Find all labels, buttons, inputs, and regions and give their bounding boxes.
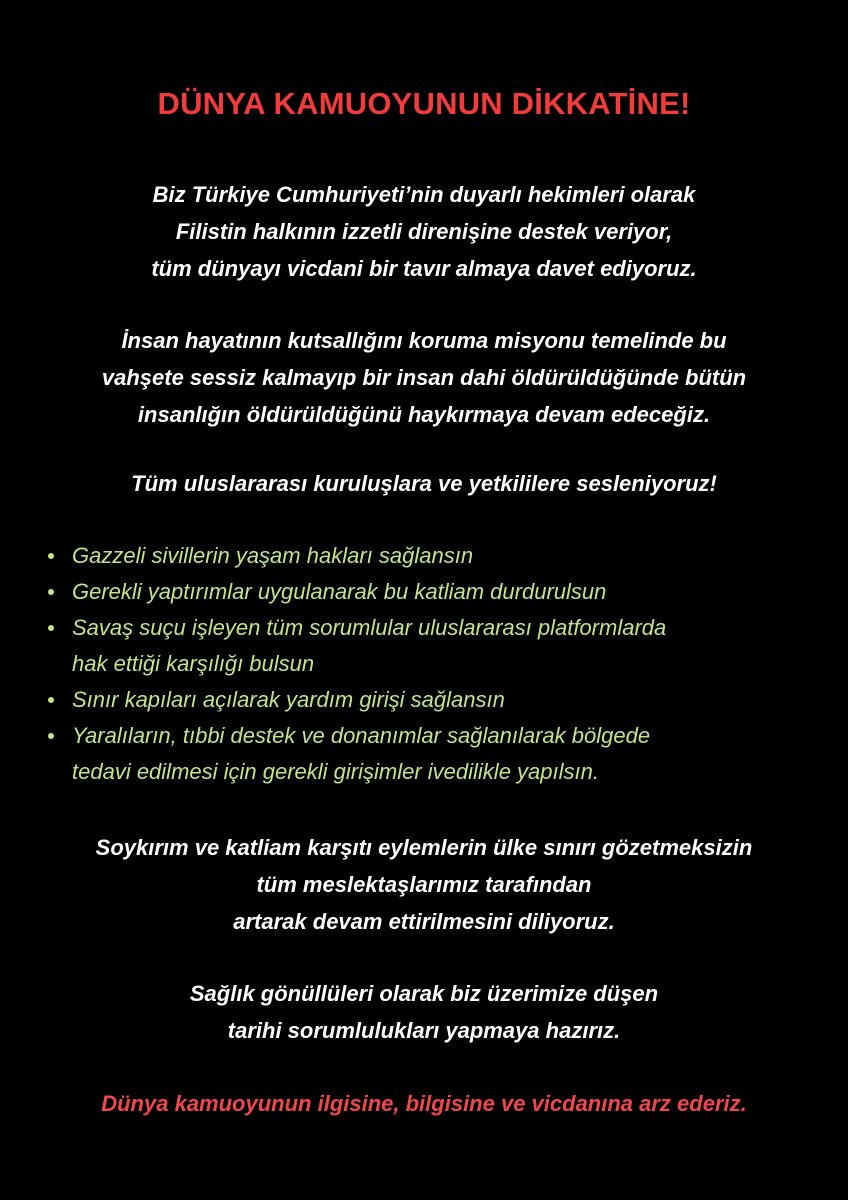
list-item-text: Savaş suçu işleyen tüm sorumlular uluslararası platformlarda: [72, 615, 667, 640]
paragraph-line: vahşete sessiz kalmayıp bir insan dahi öldürüldüğünde bütün: [101, 365, 747, 390]
paragraph-line: tüm dünyayı vicdani bir tavır almaya davet ediyoruz.: [151, 256, 697, 281]
list-item: [44, 538, 834, 574]
paragraph-sanctity-of-life: [0, 322, 848, 433]
list-item-text: tedavi edilmesi için gerekli girişimler ivedilikle yapılsın.: [72, 759, 599, 784]
paragraph-line: Biz Türkiye Cumhuriyeti’nin duyarlı hekimleri olarak: [152, 182, 696, 207]
paragraph-physicians-support: [0, 176, 848, 287]
bullet-icon: [48, 697, 54, 703]
list-item: [44, 574, 834, 610]
paragraph-line: tarihi sorumlulukları yapmaya hazırız.: [227, 1018, 621, 1043]
paragraph-line: İnsan hayatının kutsallığını koruma misyonu temelinde bu: [121, 328, 727, 353]
paragraph-colleagues-call: [0, 829, 848, 940]
bullet-icon: [48, 733, 54, 739]
list-item: [44, 718, 834, 790]
paragraph-line: Sağlık gönüllüleri olarak biz üzerimize düşen: [189, 981, 659, 1006]
list-item-text: Gerekli yaptırımlar uygulanarak bu katliam durdurulsun: [72, 579, 607, 604]
list-item-text: Gazzeli sivillerin yaşam hakları sağlansın: [72, 543, 474, 568]
bullet-icon: [48, 553, 54, 559]
paragraph-line: insanlığın öldürüldüğünü haykırmaya devam edeceğiz.: [137, 402, 711, 427]
bullet-icon: [48, 625, 54, 631]
paragraph-line: artarak devam ettirilmesini diliyoruz.: [233, 909, 615, 934]
list-item: [44, 682, 834, 718]
list-item-text: Yaralıların, tıbbi destek ve donanımlar sağlanılarak bölgede: [72, 723, 651, 748]
list-item-text: hak ettiği karşılığı bulsun: [72, 651, 315, 676]
paragraph-health-volunteers: [0, 975, 848, 1049]
list-item: [44, 610, 834, 682]
paragraph-line: tüm meslektaşlarımız tarafından: [256, 872, 592, 897]
paragraph-line: Filistin halkının izzetli direnişine destek veriyor,: [175, 219, 673, 244]
bullet-icon: [48, 589, 54, 595]
page-title: DÜNYA KAMUOYUNUN DİKKATİNE!: [157, 86, 691, 121]
paragraph-call-to-institutions: [0, 465, 848, 502]
demands-list: [44, 538, 834, 790]
closing-statement: Dünya kamuoyunun ilgisine, bilgisine ve vicdanına arz ederiz.: [101, 1091, 747, 1116]
list-item-text: Sınır kapıları açılarak yardım girişi sağlansın: [72, 687, 505, 712]
paragraph-line: Soykırım ve katliam karşıtı eylemlerin ülke sınırı gözetmeksizin: [95, 835, 753, 860]
paragraph-line: Tüm uluslararası kuruluşlara ve yetkililere sesleniyoruz!: [131, 471, 717, 496]
